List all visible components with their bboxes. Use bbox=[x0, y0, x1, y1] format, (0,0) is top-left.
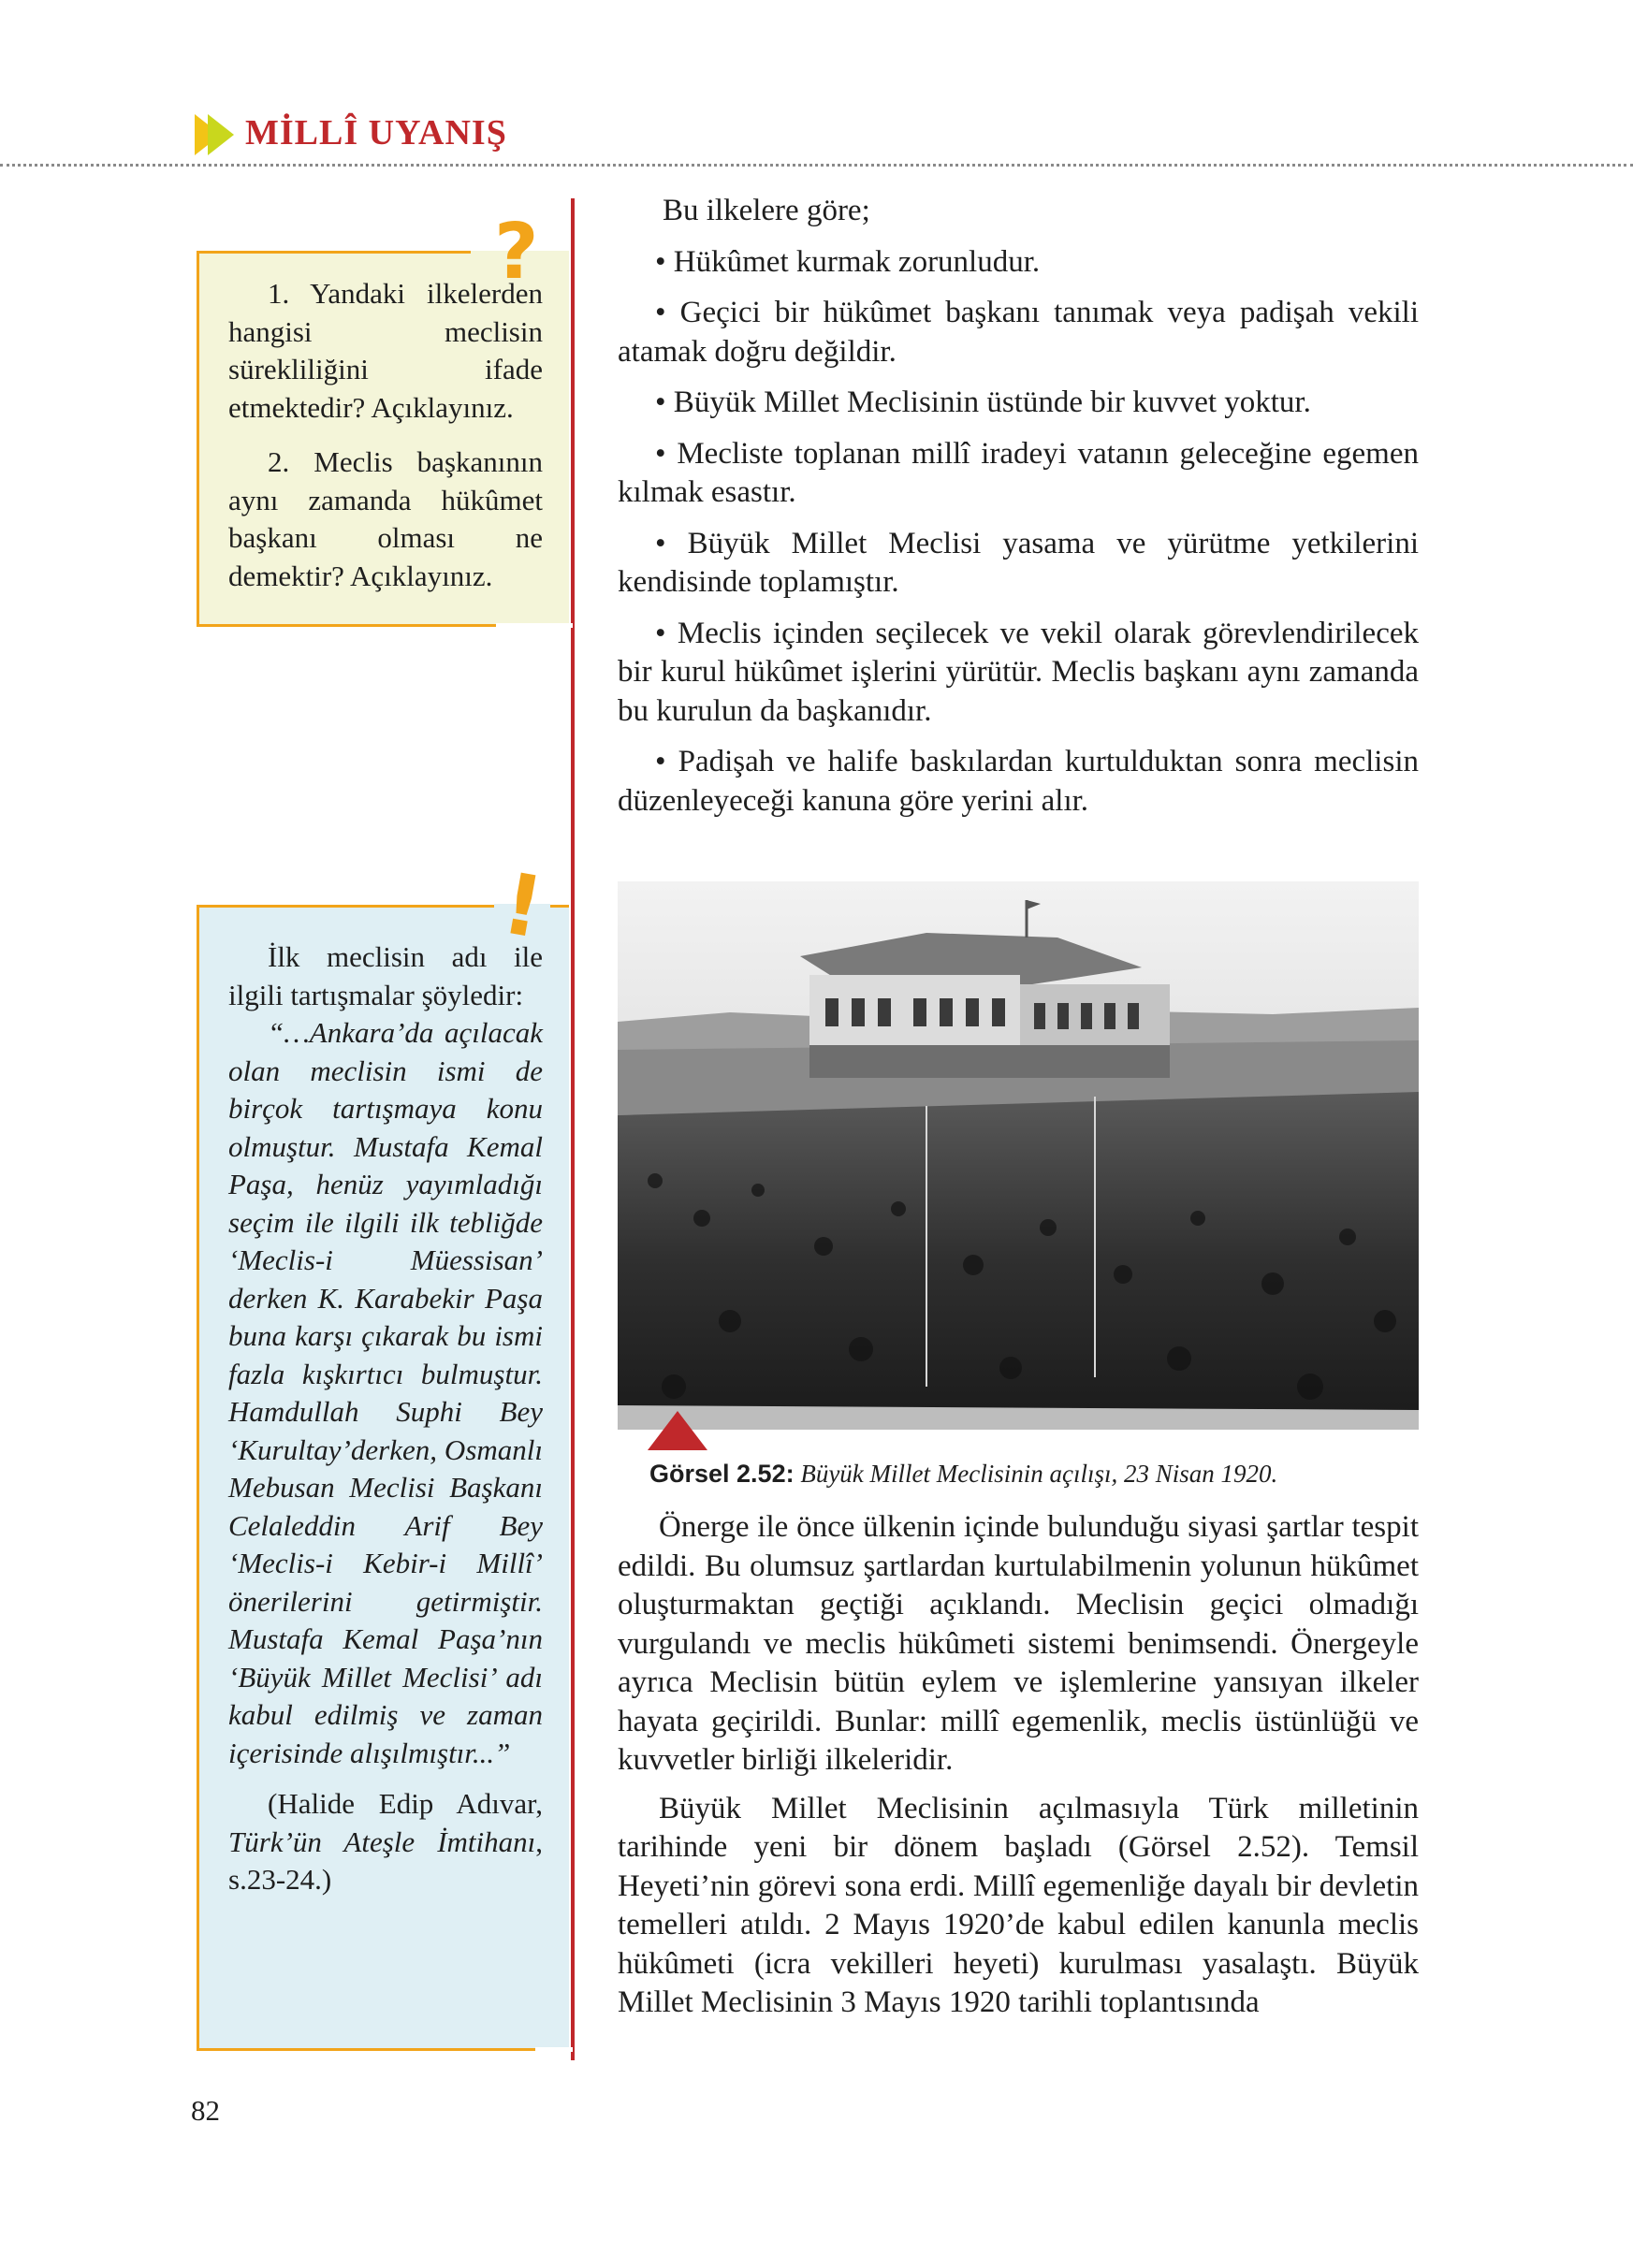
red-triangle-pointer-icon bbox=[648, 1411, 707, 1450]
principle-item: • Büyük Millet Meclisinin üstünde bir kuvvet yoktur. bbox=[655, 385, 1311, 419]
principle-item: • Hükûmet kurmak zorunludur. bbox=[655, 244, 1041, 279]
question-2: 2. Meclis başkanının aynı zamanda hükûmet başkanı olması ne demektir? Açıklayınız. bbox=[228, 445, 543, 592]
principle-item: • Padişah ve halife baskılardan kurtulduktan sonra meclisin düzenleyeceği kanuna göre yerini alır. bbox=[618, 745, 1419, 818]
question-box-text bbox=[228, 275, 543, 595]
column-divider bbox=[571, 198, 575, 2060]
chevron-arrow-icon bbox=[208, 114, 234, 155]
figure-caption-text: Büyük Millet Meclisinin açılışı, 23 Nisan 1920. bbox=[794, 1460, 1278, 1488]
paragraph: Büyük Millet Meclisinin açılmasıyla Türk milletinin tarihinde yeni bir dönem başladı (Görsel 2.52). Temsil Heyeti’nin görevi sona erdi. Millî egemenliğe dayalı bir devletin temelleri atıldı. 2 Mayıs 1920’de kabul edilen kanunla meclis hükûmeti (icra vekilleri heyeti) kurulması yasalaştı. Büyük Millet Meclisinin 3 Mayıs 1920 tarihli toplantısında bbox=[618, 1791, 1419, 2019]
info-quote: “…Ankara’da açılacak olan meclisin ismi de birçok tartışmaya konu olmuştur. Mustafa Kemal Paşa, henüz yayımladığı seçim ile ilgili ilk tebliğde ‘Meclis-i Müessisan’ derken K. Karabekir Paşa buna karşı çıkarak bu ismi fazla kışkırtıcı bulmuştur. Hamdullah Suphi Bey ‘Kurultay’derken, Osmanlı Mebusan Meclisi Başkanı Celaleddin Arif Bey ‘Meclis-i Kebir-i Millî’ önerilerini getirmiştir. Mustafa Kemal Paşa’nın ‘Büyük Millet Meclisi’ adı kabul edilmiş ve zaman içerisinde alışılmıştır...” bbox=[228, 1016, 543, 1769]
principle-item: • Geçici bir hükûmet başkanı tanımak veya padişah vekili atamak doğru değildir. bbox=[618, 296, 1419, 369]
page-number: 82 bbox=[191, 2094, 220, 2127]
info-citation: (Halide Edip Adıvar, Türk’ün Ateşle İmtihanı, s.23-24.) bbox=[228, 1787, 543, 1896]
header-divider bbox=[0, 164, 1633, 167]
principles-list bbox=[618, 192, 1419, 821]
principles-intro: Bu ilkelere göre; bbox=[663, 194, 870, 227]
historic-photo bbox=[618, 881, 1419, 1430]
principle-item: • Meclis içinden seçilecek ve vekil olarak görevlendirilecek bir kurul hükûmet işlerini yürütür. Meclis başkanı aynı zamanda bu kurulun da başkanıdır. bbox=[618, 616, 1419, 728]
figure-caption bbox=[649, 1460, 1277, 1489]
principle-item: • Büyük Millet Meclisi yasama ve yürütme yetkilerini kendisinde toplamıştır. bbox=[618, 526, 1419, 599]
principle-item: • Mecliste toplanan millî iradeyi vatanın geleceğine egemen kılmak esastır. bbox=[618, 436, 1419, 509]
paragraph: Önerge ile önce ülkenin içinde bulunduğu siyasi şartlar tespit edildi. Bu olumsuz şartlardan kurtulabilmenin yolunun hükûmet oluşturmaktan geçtiği açıklandı. Meclisin geçici olmadığı vurgulandı ve meclis hükûmeti sistemi benimsendi. Önergeyle ayrıca Meclisin bütün eylem ve işlemlerine yansıyan ilkeler hayata geçirildi. Bunlar: millî egemenlik, meclis üstünlüğü ve kuvvetler birliği ilkeleridir. bbox=[618, 1510, 1419, 1777]
question-1: 1. Yandaki ilkelerden hangisi meclisin sürekliliğini ifade etmektedir? Açıklayınız. bbox=[228, 277, 543, 424]
info-intro: İlk meclisin adı ile ilgili tartışmalar şöyledir: bbox=[228, 940, 543, 1011]
body-text bbox=[618, 1508, 1419, 2023]
page-header bbox=[0, 0, 1633, 168]
info-box-text bbox=[228, 938, 543, 1899]
question-mark-icon: ? bbox=[494, 208, 539, 297]
figure-label: Görsel 2.52: bbox=[649, 1460, 795, 1488]
exclamation-mark-icon: ! bbox=[495, 854, 550, 958]
section-title: MİLLÎ UYANIŞ bbox=[245, 113, 507, 153]
assembly-opening-photo bbox=[618, 881, 1419, 1430]
